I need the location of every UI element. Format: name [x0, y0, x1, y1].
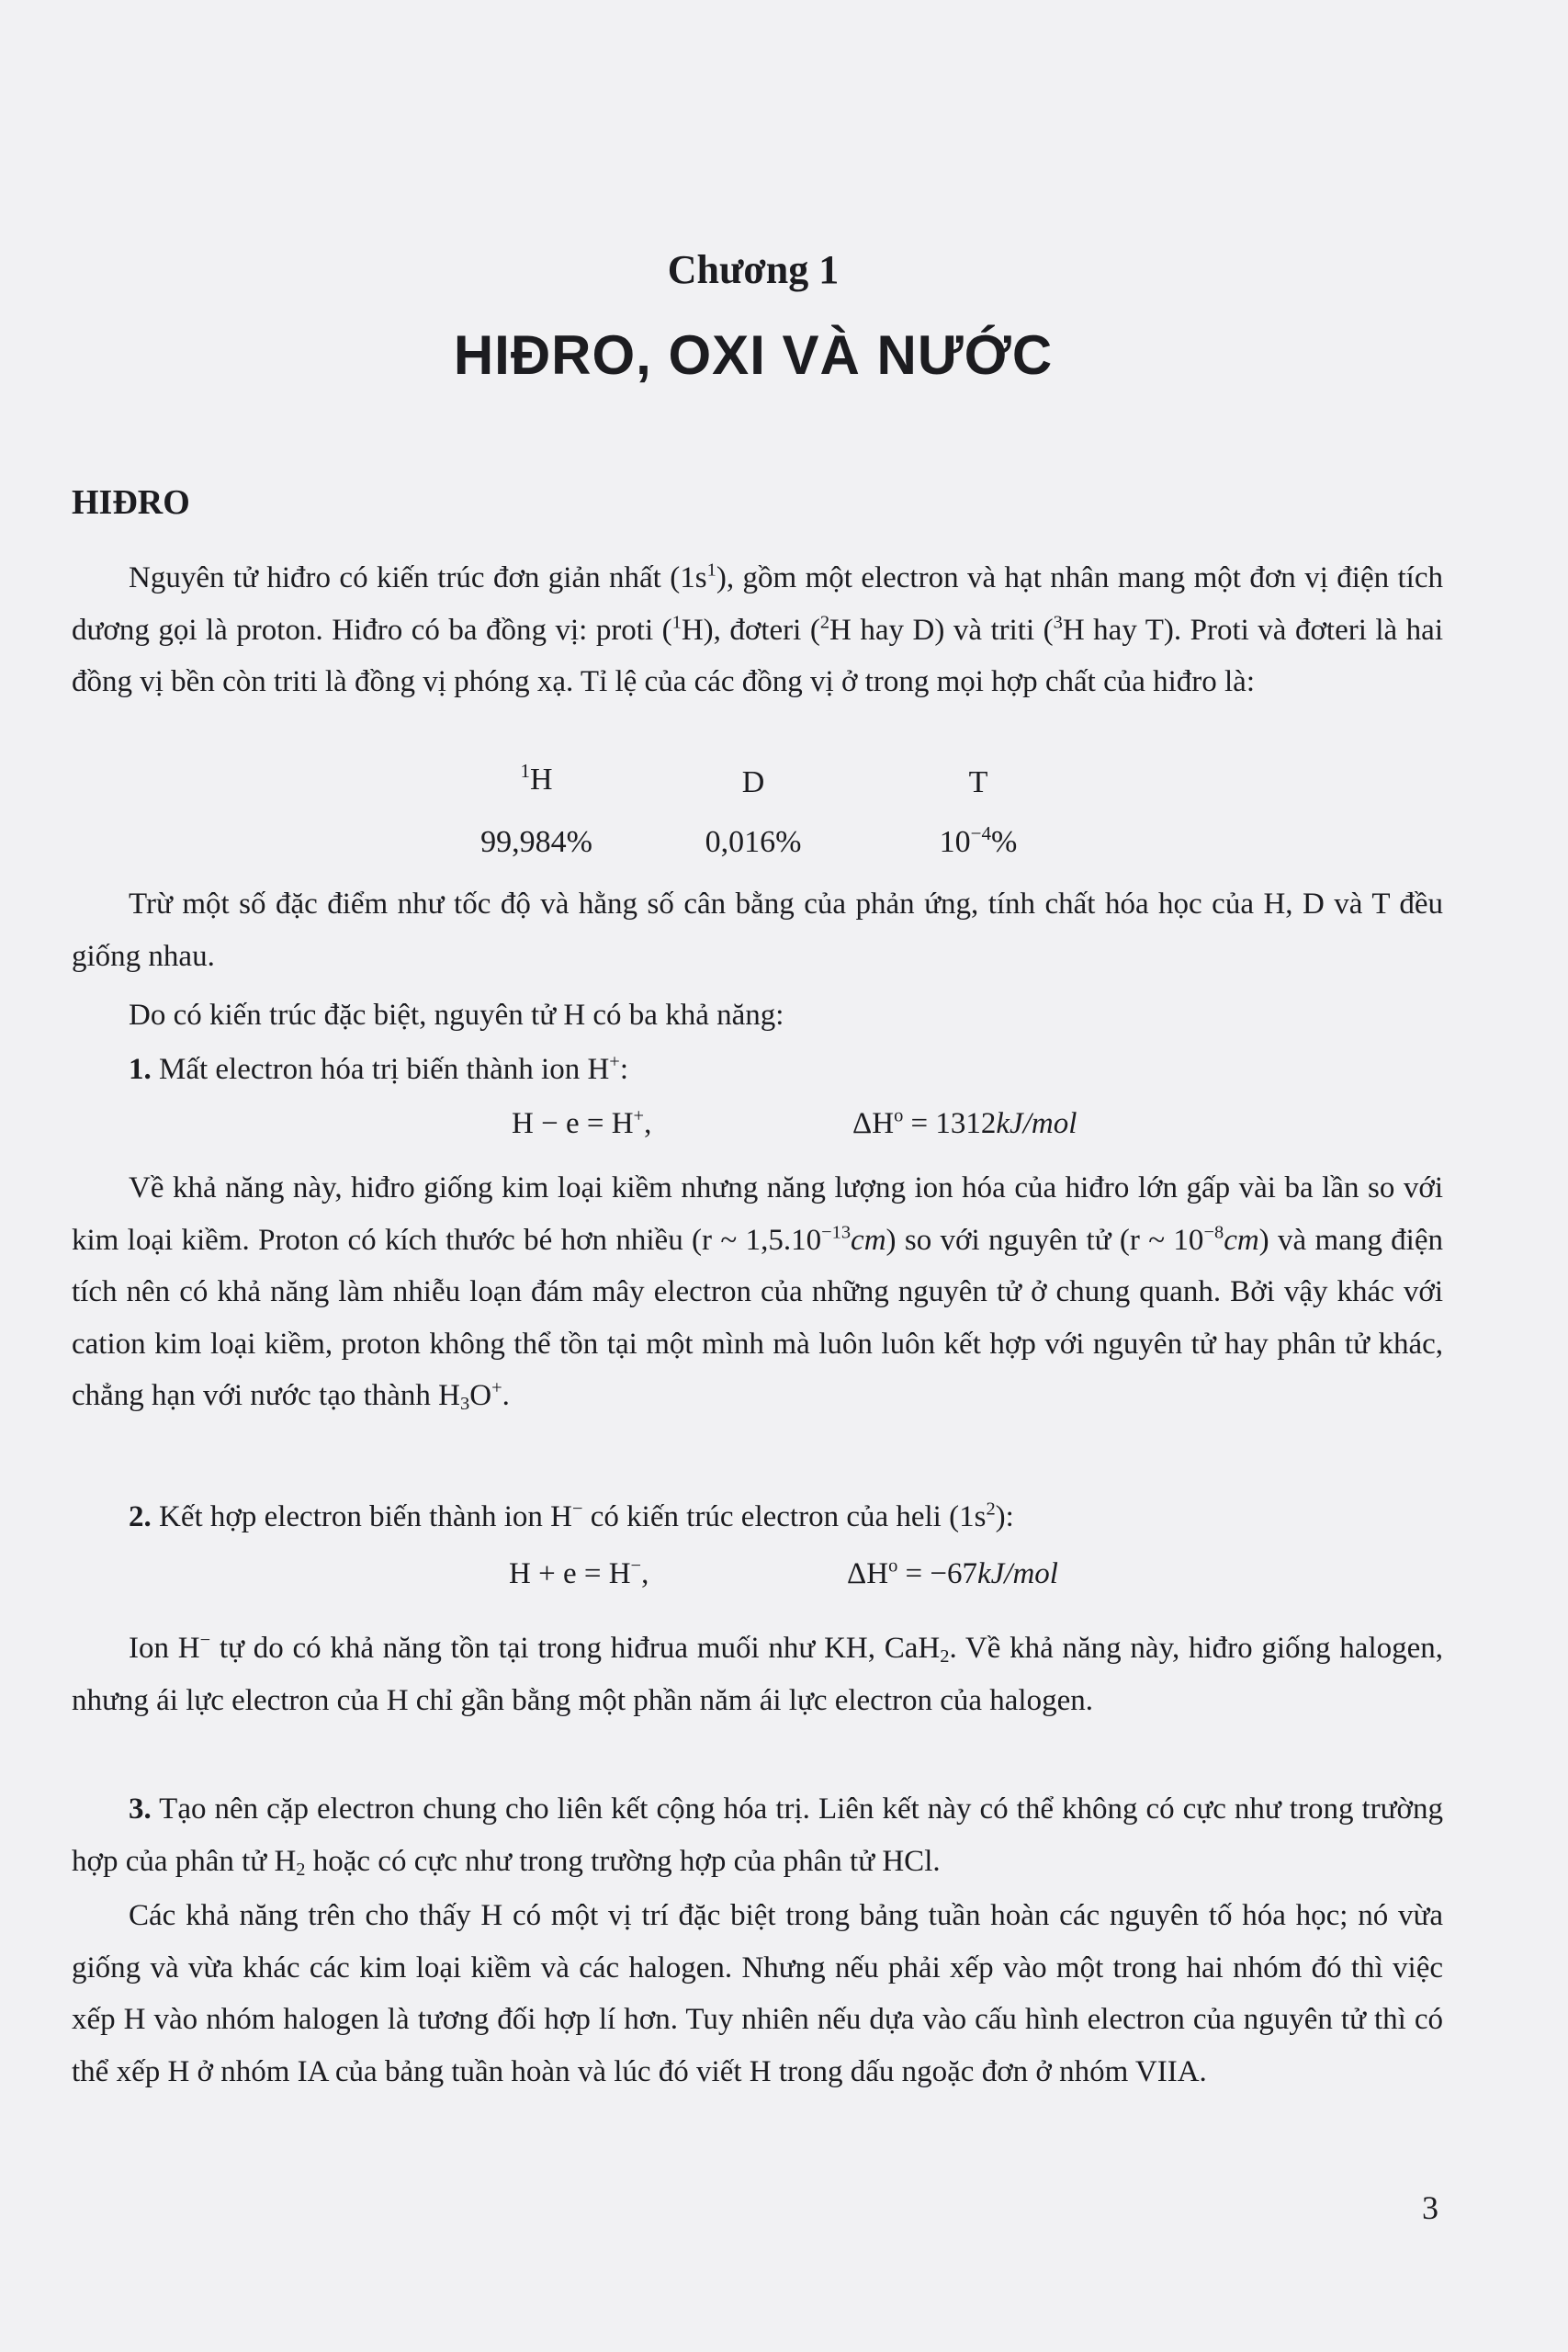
chapter-label: Chương 1	[667, 247, 840, 292]
paragraph-hydride-ion: Ion H− tự do có khả năng tồn tại trong hiđrua muối như KH, CaH$_2$. Về khả năng này, hiđro giống halogen, nhưng ái lực electron của H chỉ gần bằng một phần năm ái lực electron của halogen.	[72, 1630, 1444, 1717]
ability-1: 1. Mất electron hóa trị biến thành ion H+:	[129, 1051, 628, 1086]
page-number: 3	[1422, 2189, 1438, 2226]
isotope-h-percent: 99,984%	[480, 825, 592, 859]
isotope-t-percent: $10^{-4}\%$	[939, 821, 1018, 859]
ability-3: 3. Tạo nên cặp electron chung cho liên kết cộng hóa trị. Liên kết này có thể không có cực như trong trường hợp của phân tử $H_2$ hoặc có cực như trong trường hợp của phân tử HCl.	[72, 1792, 1443, 1880]
equation-2-reaction: H + e = H−,	[509, 1555, 649, 1590]
isotope-h-label: $^1$H	[520, 759, 553, 797]
paragraph-proton: Về khả năng này, hiđro giống kim loại kiềm nhưng năng lượng ion hóa của hiđro lớn gấp vài ba lần so với kim loại kiềm. Proton có kích thước bé hơn nhiều (r ~ $1,5.10^{-13}cm$) so với nguyên tử (r ~ $10^{-8}cm$) và mang điện tích nên có khả năng làm nhiễu loạn đám mây electron của những nguyên tử ở chung quanh. Bởi vậy khác với cation kim loại kiềm, proton không thể tồn tại một mình mà luôn luôn kết hợp với nguyên tử hay phân tử khác, chẳng hạn với nước tạo thành $H_3O^+$.	[72, 1171, 1443, 1415]
isotope-t-label: T	[968, 765, 988, 799]
equation-1-reaction: H − e = H+,	[512, 1105, 652, 1140]
chapter-title: HIĐRO, OXI VÀ NƯỚC	[453, 324, 1054, 386]
equation-2-enthalpy: $\Delta H^o = -67kJ/mol$	[847, 1555, 1058, 1590]
section-heading: HIĐRO	[72, 483, 190, 522]
paragraph-intro: Nguyên tử hiđro có kiến trúc đơn giản nhất $(1s^1)$, gồm một electron và hạt nhân mang một đơn vị điện tích dương gọi là proton. Hiđro có ba đồng vị: proti ($^1$H), đơteri ($^2$H hay D) và triti ($^3$H hay T). Proti và đơteri là hai đồng vị bền còn triti là đồng vị phóng xạ. Tỉ lệ của các đồng vị ở trong mọi hợp chất của hiđro là:	[72, 560, 1443, 698]
ability-2: 2. Kết hợp electron biến thành ion H− có kiến trúc electron của heli $(1s^2)$:	[129, 1498, 1014, 1533]
paragraph-isotope-properties: Trừ một số đặc điểm như tốc độ và hằng số cân bằng của phản ứng, tính chất hóa học của H, D và T đều giống nhau.	[72, 888, 1443, 973]
equation-1-enthalpy: $\Delta H^o = 1312kJ/mol$	[852, 1105, 1077, 1140]
isotope-d-percent: 0,016%	[705, 825, 802, 859]
isotope-d-label: D	[741, 765, 765, 799]
paragraph-periodic-position: Các khả năng trên cho thấy H có một vị trí đặc biệt trong bảng tuần hoàn các nguyên tố hóa học; nó vừa giống và vừa khác các kim loại kiềm và các halogen. Nhưng nếu phải xếp vào một trong hai nhóm đó thì việc xếp H vào nhóm halogen là tương đối hợp lí hơn. Tuy nhiên nếu dựa vào cấu hình electron của nguyên tử thì có thể xếp H ở nhóm IA của bảng tuần hoàn và lúc đó viết H trong dấu ngoặc đơn ở nhóm VIIA.	[72, 1899, 1443, 2088]
paragraph-three-abilities: Do có kiến trúc đặc biệt, nguyên tử H có ba khả năng:	[129, 999, 784, 1032]
